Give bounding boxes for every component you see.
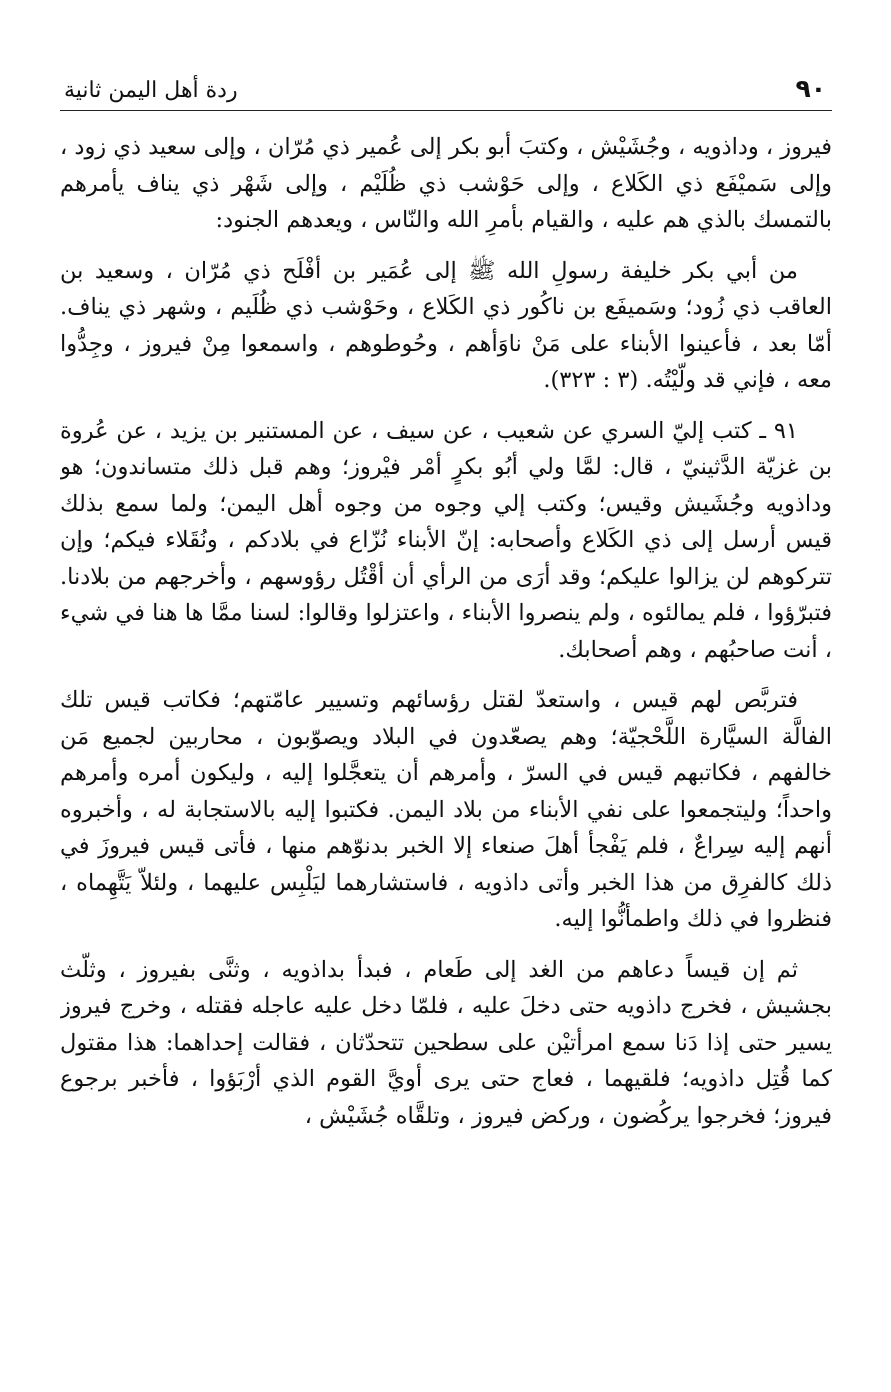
page-body (60, 129, 832, 1134)
book-page (60, 70, 832, 1370)
paragraph (60, 253, 832, 399)
paragraph-text: من أبي بكر خليفة رسولِ الله ﷺ إلى عُمَير بن أفْلَح ذي مُرّان ، وسعيد بن العاقب ذي زُود؛ وسَميفَع بن ناكُور ذي الكَلاع ، وحَوْشب ذي ظُلَيم ، وشهر ذي يناف. أمّا بعد ، فأعينوا الأبناء على مَنْ ناوَأهم ، وحُوطوهم ، واسمعوا مِنْ فيروز ، وجِدُّوا معه ، فإني قد ولّيْتُه. (60, 257, 832, 393)
paragraph (60, 129, 832, 239)
paragraph-text: فتربَّص لهم قيس ، واستعدّ لقتل رؤسائهم وتسيير عامّتهم؛ فكاتب قيس تلك الفالَّة السيَّارة اللَّحْجيّة؛ وهم يصعّدون في البلاد ويصوّبون ، محاربين لجميع مَن خالفهم ، فكاتبهم قيس في السرّ ، وأمرهم أن يتعجَّلوا إليه ، وليكون أمره وأمرهم واحداً؛ وليتجمعوا على نفي الأبناء من بلاد اليمن. فكتبوا إليه بالاستجابة له ، وأخبروه أنهم إليه سِراعٌ ، فلم يَفْجأ أهلَ صنعاء إلا الخبر بدنوّهم منها ، فأتى قيس فيروزَ في ذلك كالفرِق من هذا الخبر وأتى داذويه ، فاستشارهما ليَلْبِس عليهما ، ولئلاّ يَتَّهِماه ، فنظروا في ذلك واطمأنُّوا إليه. (60, 687, 832, 932)
running-title: ردة أهل اليمن ثانية (64, 78, 238, 103)
paragraph-text: فيروز ، وداذويه ، وجُشَيْش ، وكتبَ أبو بكر إلى عُمير ذي مُرّان ، وإلى سعيد ذي زود ، وإلى سَميْفَع ذي الكَلاع ، وإلى حَوْشب ذي ظُلَيْم ، وإلى شَهْر ذي يناف يأمرهم بالتمسك بالذي هم عليه ، والقيام بأمرِ الله والنّاس ، ويعدهم الجنود: (60, 134, 832, 233)
page-header (60, 70, 832, 111)
paragraph (60, 413, 832, 669)
page-number: ٩٠ (795, 74, 826, 103)
paragraph (60, 952, 832, 1135)
paragraph-text: ثم إن قيساً دعاهم من الغد إلى طَعام ، فبدأ بداذويه ، وثنَّى بفيروز ، وثلّث بجشيش ، فخرج داذويه حتى دخلَ عليه ، فلمّا دخل عليه عاجله فقتله ، وخرج فيروز يسير حتى إذا دَنا سمع امرأتيْن على سطحين تتحدّثان ، فقالت إحداهما: هذا مقتول كما قُتِل داذويه؛ فلقيهما ، فعاج حتى يرى أويَّ القوم الذي أرْبَؤوا ، فأخبر برجوع فيروز؛ فخرجوا يركُضون ، وركض فيروز ، وتلقَّاه جُشَيْش ، (60, 956, 832, 1129)
paragraph-text: ٩١ ـ كتب إليّ السري عن شعيب ، عن سيف ، عن المستنير بن يزيد ، عن عُروة بن غزيّة الدَّثينيّ ، قال: لمَّا ولي أبُو بكرٍ أمْر فيْروز؛ وهم قبل ذلك متساندون؛ هو وداذويه وجُشَيش وقيس؛ وكتب إلي وجوه من وجوه أهل اليمن؛ ولما سمع بذلك قيس أرسل إلى ذي الكَلاع وأصحابه: إنّ الأبناء نُزّاع في بلادكم ، ونُقَلاء فيكم؛ وإن تتركوهم لن يزالوا عليكم؛ وقد أرَى من الرأي أن أقْتُل رؤوسهم ، وأخرجهم من بلادنا. فتبرّؤوا ، فلم يمالئوه ، ولم ينصروا الأبناء ، واعتزلوا وقالوا: لسنا ممَّا ها هنا في شيء ، أنت صاحبُهم ، وهم أصحابك. (60, 417, 832, 663)
paragraph (60, 682, 832, 938)
citation: (٣ : ٣٢٣). (543, 367, 639, 393)
